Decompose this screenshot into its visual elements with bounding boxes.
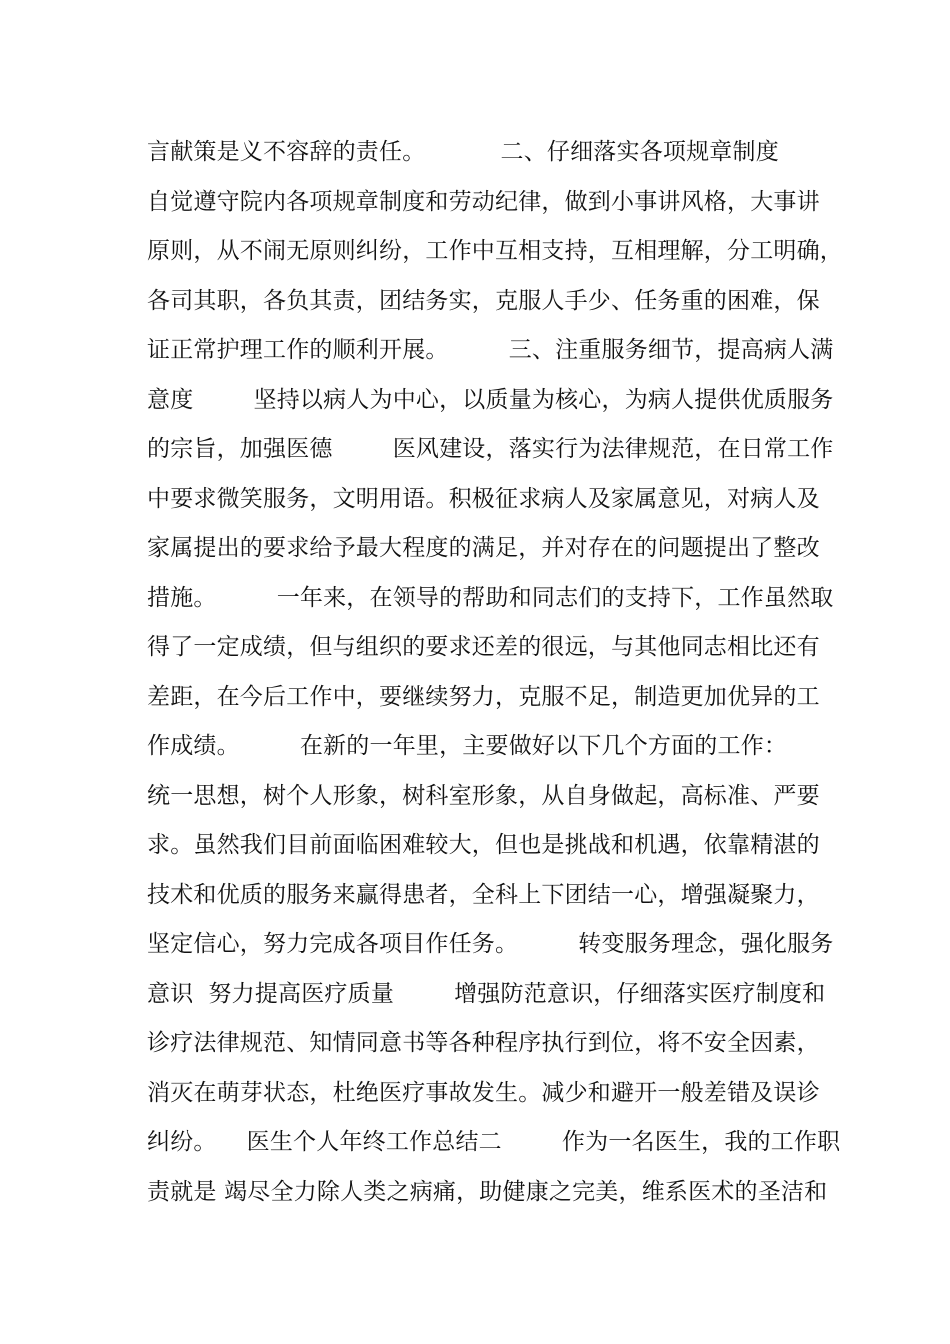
text-line: 中要求微笑服务，文明用语。积极征求病人及家属意见，对病人及 bbox=[147, 485, 820, 512]
text-line: 坚定信心，努力完成各项目作任务。 转变服务理念，强化服务 bbox=[147, 931, 834, 957]
text-line: 技术和优质的服务来赢得患者，全科上下团结一心，增强凝聚力， bbox=[147, 881, 820, 908]
text-line: 的宗旨，加强医德 医风建设，落实行为法律规范，在日常工作 bbox=[147, 436, 834, 462]
text-line: 求。虽然我们目前面临困难较大，但也是挑战和机遇，依靠精湛的 bbox=[147, 832, 820, 858]
text-line: 家属提出的要求给予最大程度的满足，并对存在的问题提出了整改 bbox=[147, 535, 820, 561]
text-line: 意识 努力提高医疗质量 增强防范意识，仔细落实医疗制度和 bbox=[147, 980, 826, 1007]
text-line: 得了一定成绩，但与组织的要求还差的很远，与其他同志相比还有 bbox=[147, 634, 820, 660]
body-text bbox=[147, 128, 843, 1217]
text-line: 消灭在萌芽状态，杜绝医疗事故发生。减少和避开一般差错及误诊 bbox=[147, 1079, 820, 1106]
text-line: 作成绩。 在新的一年里，主要做好以下几个方面的工作： bbox=[147, 733, 788, 759]
text-line: 责就是 竭尽全力除人类之病痛，助健康之完美，维系医术的圣洁和 bbox=[147, 1178, 828, 1205]
text-line: 诊疗法律规范、知情同意书等各种程序执行到位，将不安全因素， bbox=[147, 1030, 820, 1056]
text-line: 纠纷。 医生个人年终工作总结二 作为一名医生，我的工作职 bbox=[147, 1129, 841, 1155]
text-line: 原则，从不闹无原则纠纷，工作中互相支持，互相理解，分工明确， bbox=[147, 238, 843, 264]
text-line: 统一思想，树个人形象，树科室形象，从自身做起，高标准、严要 bbox=[147, 782, 820, 809]
text-line: 各司其职，各负其责，团结务实，克服人手少、任务重的困难，保 bbox=[147, 287, 820, 314]
text-line: 意度 坚持以病人为中心，以质量为核心，为病人提供优质服务 bbox=[147, 386, 834, 413]
text-line: 差距，在今后工作中，要继续努力，克服不足，制造更加优异的工 bbox=[147, 683, 820, 710]
text-line: 言献策是义不容辞的责任。 二、仔细落实各项规章制度 bbox=[147, 139, 779, 165]
text-line: 自觉遵守院内各项规章制度和劳动纪律，做到小事讲风格，大事讲 bbox=[147, 188, 820, 215]
text-line: 证正常护理工作的顺利开展。 三、注重服务细节，提高病人满 bbox=[147, 337, 834, 363]
text-line: 措施。 一年来，在领导的帮助和同志们的支持下，工作虽然取 bbox=[147, 584, 834, 611]
